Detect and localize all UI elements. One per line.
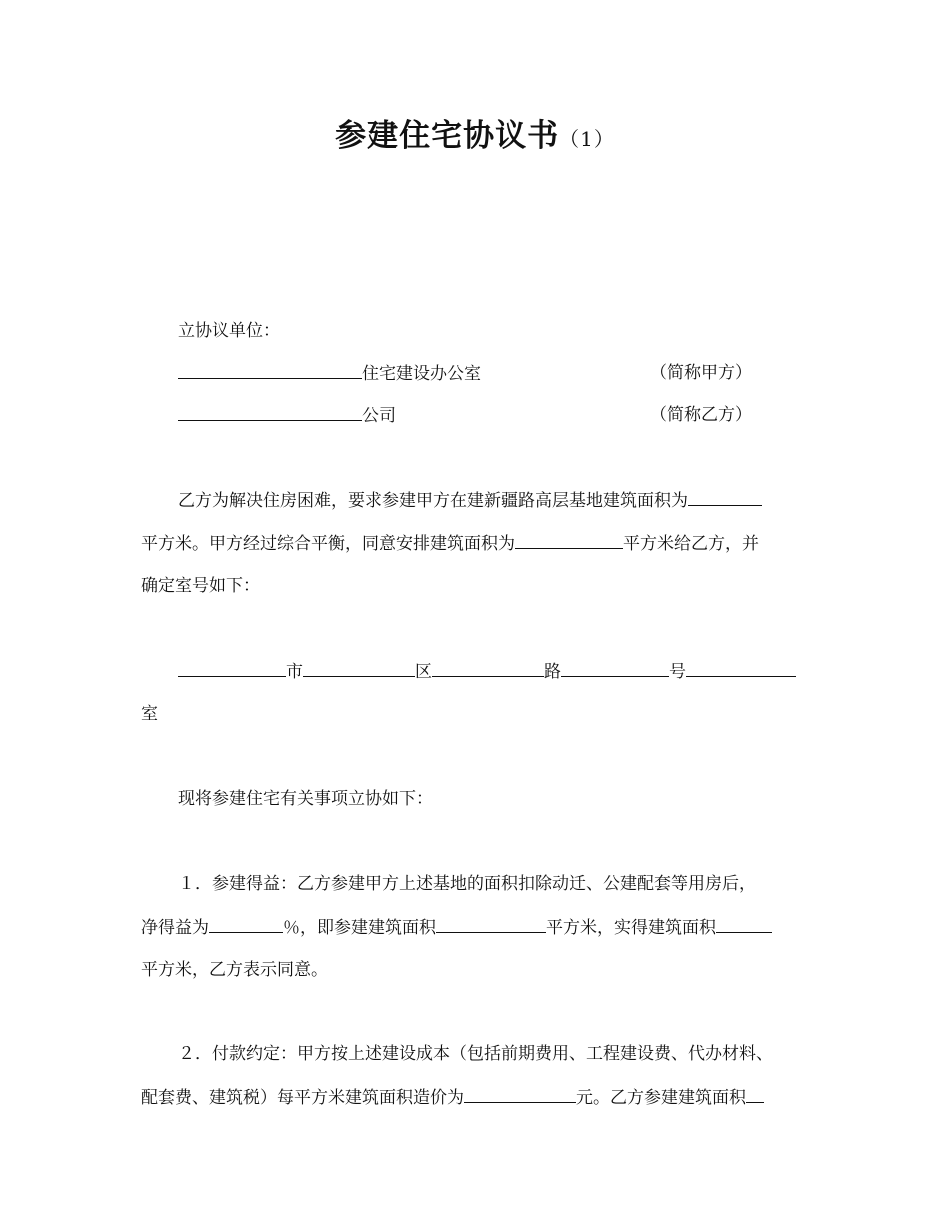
district-blank[interactable] bbox=[303, 660, 415, 677]
total-area-blank[interactable] bbox=[688, 489, 762, 506]
matters-heading bbox=[178, 788, 838, 810]
clause1-line-3-text: 平方米，乙方表示同意。 bbox=[141, 960, 328, 980]
allocated-area-blank[interactable] bbox=[515, 532, 623, 549]
party-a-line bbox=[178, 362, 838, 385]
matters-heading-text: 现将参建住宅有关事项立协如下： bbox=[178, 789, 433, 809]
address-room-label: 室 bbox=[141, 704, 158, 724]
intro-line-3-text: 确定室号如下： bbox=[141, 576, 260, 596]
party-b-line bbox=[178, 404, 838, 427]
clause1-line-3 bbox=[141, 959, 831, 981]
clause1-line-2c: 平方米，实得建筑面积 bbox=[546, 918, 716, 938]
clause2-line-1-text: ２．付款约定：甲方按上述建设成本（包括前期费用、工程建设费、代办材料、 bbox=[178, 1044, 773, 1064]
title-main: 参建住宅协议书 bbox=[335, 118, 560, 154]
clause1-line-1-text: １．参建得益：乙方参建甲方上述基地的面积扣除动迁、公建配套等用房后， bbox=[178, 874, 756, 894]
party-b-note: （简称乙方） bbox=[650, 405, 752, 425]
document-title bbox=[0, 110, 950, 155]
intro-line-3 bbox=[141, 575, 831, 597]
address-line bbox=[178, 660, 838, 683]
clause2-area-blank[interactable] bbox=[746, 1086, 764, 1103]
room-blank[interactable] bbox=[686, 660, 796, 677]
clause1-line-1 bbox=[178, 873, 838, 895]
parties-heading-text: 立协议单位： bbox=[178, 321, 280, 341]
party-a-suffix: 住宅建设办公室 bbox=[362, 364, 481, 384]
party-b-suffix: 公司 bbox=[362, 406, 396, 426]
address-room-line bbox=[141, 703, 831, 725]
party-a-name-blank[interactable] bbox=[178, 362, 362, 379]
clause1-line-2a: 净得益为 bbox=[141, 918, 209, 938]
intro-line-2 bbox=[141, 532, 831, 555]
clause2-line-2a: 配套费、建筑税）每平方米建筑面积造价为 bbox=[141, 1088, 464, 1108]
actual-area-blank[interactable] bbox=[716, 916, 772, 933]
address-number-label: 号 bbox=[669, 662, 686, 682]
title-suffix: （1） bbox=[559, 127, 615, 151]
intro-line-2b: 平方米给乙方，并 bbox=[623, 534, 759, 554]
city-blank[interactable] bbox=[178, 660, 286, 677]
net-yield-percent-blank[interactable] bbox=[209, 916, 283, 933]
clause1-line-2 bbox=[141, 916, 831, 939]
clause1-line-2b: ％，即参建建筑面积 bbox=[283, 918, 436, 938]
intro-line-1 bbox=[178, 489, 838, 512]
intro-line-2a: 平方米。甲方经过综合平衡，同意安排建筑面积为 bbox=[141, 534, 515, 554]
address-district-label: 区 bbox=[415, 662, 432, 682]
address-road-label: 路 bbox=[544, 662, 561, 682]
road-blank[interactable] bbox=[432, 660, 544, 677]
number-blank[interactable] bbox=[561, 660, 669, 677]
party-a-note: （简称甲方） bbox=[650, 363, 752, 383]
party-b-name-blank[interactable] bbox=[178, 404, 362, 421]
clause2-line-2b: 元。乙方参建建筑面积 bbox=[576, 1088, 746, 1108]
address-city-label: 市 bbox=[286, 662, 303, 682]
participation-area-blank[interactable] bbox=[436, 916, 546, 933]
unit-cost-blank[interactable] bbox=[464, 1086, 576, 1103]
clause2-line-1 bbox=[178, 1043, 838, 1065]
parties-heading bbox=[178, 320, 838, 342]
intro-line-1-text: 乙方为解决住房困难，要求参建甲方在建新疆路高层基地建筑面积为 bbox=[178, 491, 688, 511]
clause2-line-2 bbox=[141, 1086, 831, 1109]
